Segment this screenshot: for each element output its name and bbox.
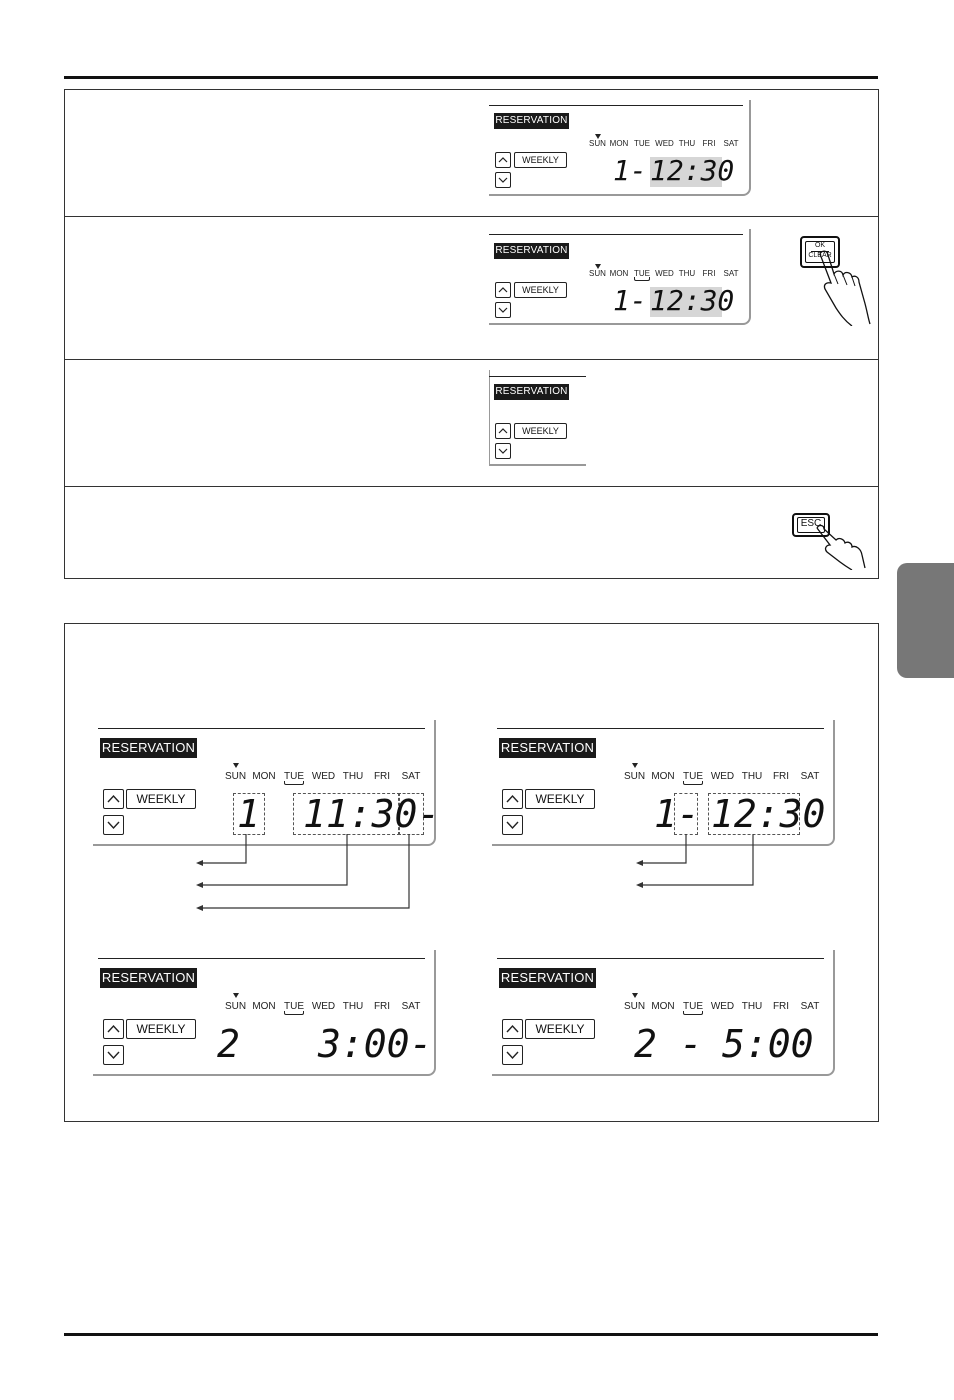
lcd-example-4 xyxy=(492,950,835,1076)
lcd-left-digits: 1- xyxy=(613,284,647,317)
step-row-4 xyxy=(65,487,878,578)
lcd-panel-step3 xyxy=(489,370,589,467)
up-arrow-button[interactable] xyxy=(502,789,523,809)
day-sun: SUN xyxy=(224,1001,247,1012)
day-sun: SUN xyxy=(623,771,646,782)
lcd-left-digits: 1- xyxy=(654,792,700,836)
day-fri: FRI xyxy=(702,269,716,278)
lcd-panel-step2 xyxy=(489,229,751,325)
chevron-up-icon xyxy=(496,283,510,297)
chevron-down-icon xyxy=(496,173,510,187)
weekly-button[interactable]: WEEKLY xyxy=(514,423,567,439)
bottom-rule xyxy=(64,1333,878,1336)
weekly-button[interactable]: WEEKLY xyxy=(126,789,196,809)
down-arrow-button[interactable] xyxy=(495,302,511,318)
chevron-down-icon xyxy=(104,1046,123,1064)
chevron-up-icon xyxy=(104,790,123,808)
day-fri: FRI xyxy=(772,771,790,782)
lcd-example-2 xyxy=(492,720,835,846)
reservation-label: RESERVATION xyxy=(100,968,197,988)
step-row-3 xyxy=(65,360,878,487)
day-thu: THU xyxy=(678,139,696,148)
day-mon: MON xyxy=(651,771,675,782)
day-mon: MON xyxy=(252,1001,276,1012)
day-fri: FRI xyxy=(702,139,716,148)
day-thu: THU xyxy=(342,771,364,782)
up-arrow-button[interactable] xyxy=(103,1019,124,1039)
chevron-up-icon xyxy=(104,1020,123,1038)
lcd-left-digits: 1- xyxy=(613,154,647,187)
day-sat: SAT xyxy=(401,1001,421,1012)
day-thu: THU xyxy=(678,269,696,278)
day-sat: SAT xyxy=(723,269,739,278)
step-row-2 xyxy=(65,217,878,360)
lcd-time-digits: 12:30 xyxy=(711,792,826,836)
day-tue-marked: TUE xyxy=(280,771,308,782)
day-sat: SAT xyxy=(723,139,739,148)
day-mon: MON xyxy=(651,1001,675,1012)
weekday-row xyxy=(223,1001,425,1012)
day-fri: FRI xyxy=(772,1001,790,1012)
day-sun: SUN xyxy=(224,771,247,782)
day-mon: MON xyxy=(609,139,629,148)
lcd-time-digits: 12:30 xyxy=(650,154,735,187)
chevron-down-icon xyxy=(503,816,522,834)
day-tue-marked: TUE xyxy=(280,1001,308,1012)
lcd-time-digits: 11:30- xyxy=(303,792,441,836)
up-arrow-button[interactable] xyxy=(495,423,511,439)
weekday-row xyxy=(588,139,742,148)
lcd-panel-step1 xyxy=(489,100,751,196)
esc-press-illustration xyxy=(790,510,870,570)
weekly-button[interactable]: WEEKLY xyxy=(525,1019,595,1039)
step-row-1 xyxy=(65,90,878,217)
day-sat: SAT xyxy=(401,771,421,782)
weekly-button[interactable]: WEEKLY xyxy=(126,1019,196,1039)
weekly-button[interactable]: WEEKLY xyxy=(514,282,567,298)
reservation-label: RESERVATION xyxy=(499,738,596,758)
weekly-button[interactable]: WEEKLY xyxy=(525,789,595,809)
day-thu: THU xyxy=(741,1001,763,1012)
lcd-example-3 xyxy=(93,950,436,1076)
section-side-tab xyxy=(897,563,954,678)
reservation-label: RESERVATION xyxy=(100,738,197,758)
day-wed: WED xyxy=(311,1001,336,1012)
day-pointer-icon xyxy=(233,993,239,998)
day-sat: SAT xyxy=(800,1001,820,1012)
day-wed: WED xyxy=(710,771,735,782)
weekday-row xyxy=(223,771,425,782)
chevron-up-icon xyxy=(496,424,510,438)
lcd-time-digits: 12:30 xyxy=(650,284,735,317)
callout-arrows-example-2 xyxy=(630,834,770,894)
up-arrow-button[interactable] xyxy=(502,1019,523,1039)
day-tue-marked: TUE xyxy=(679,1001,707,1012)
weekly-button[interactable]: WEEKLY xyxy=(514,152,567,168)
day-thu: THU xyxy=(741,771,763,782)
clear-label: CLEAR xyxy=(808,252,832,259)
day-thu: THU xyxy=(342,1001,364,1012)
reservation-label: RESERVATION xyxy=(494,384,569,400)
down-arrow-button[interactable] xyxy=(103,1045,124,1065)
day-fri: FRI xyxy=(373,771,391,782)
chevron-down-icon xyxy=(104,816,123,834)
day-mon: MON xyxy=(252,771,276,782)
up-arrow-button[interactable] xyxy=(103,789,124,809)
day-sat: SAT xyxy=(800,771,820,782)
day-sun: SUN xyxy=(589,139,606,148)
day-pointer-icon xyxy=(632,993,638,998)
day-wed: WED xyxy=(655,139,674,148)
lcd-example-1 xyxy=(93,720,441,846)
weekday-row xyxy=(588,269,742,278)
down-arrow-button[interactable] xyxy=(495,443,511,459)
callout-arrows-example-1 xyxy=(190,834,420,914)
esc-label: ESC xyxy=(800,518,822,529)
day-fri: FRI xyxy=(373,1001,391,1012)
pressing-hand-icon xyxy=(798,234,874,326)
lcd-left-digits: 2 - xyxy=(634,1022,703,1066)
day-tue: TUE xyxy=(634,139,650,148)
down-arrow-button[interactable] xyxy=(502,1045,523,1065)
chevron-down-icon xyxy=(503,1046,522,1064)
lcd-left-digits: 2 xyxy=(217,1022,240,1066)
ok-clear-press-illustration xyxy=(798,234,874,326)
day-pointer-icon xyxy=(632,763,638,768)
reservation-label: RESERVATION xyxy=(499,968,596,988)
day-tue-marked: TUE xyxy=(679,771,707,782)
day-mon: MON xyxy=(609,269,629,278)
down-arrow-button[interactable] xyxy=(103,815,124,835)
weekday-row xyxy=(622,771,824,782)
reservation-label: RESERVATION xyxy=(494,113,569,129)
pressing-hand-icon xyxy=(790,510,870,570)
day-wed: WED xyxy=(655,269,674,278)
chevron-up-icon xyxy=(496,153,510,167)
lcd-time-digits: 3:00- xyxy=(318,1022,433,1066)
day-pointer-icon xyxy=(233,763,239,768)
day-wed: WED xyxy=(311,771,336,782)
reservation-label: RESERVATION xyxy=(494,243,569,259)
chevron-up-icon xyxy=(503,1020,522,1038)
weekday-row xyxy=(622,1001,824,1012)
ok-label: OK xyxy=(814,242,826,249)
lcd-left-digits: 1 xyxy=(237,792,260,836)
down-arrow-button[interactable] xyxy=(502,815,523,835)
down-arrow-button[interactable] xyxy=(495,172,511,188)
chevron-up-icon xyxy=(503,790,522,808)
day-sun: SUN xyxy=(623,1001,646,1012)
top-rule xyxy=(64,76,878,79)
day-sun: SUN xyxy=(589,269,606,278)
up-arrow-button[interactable] xyxy=(495,282,511,298)
chevron-down-icon xyxy=(496,303,510,317)
chevron-down-icon xyxy=(496,444,510,458)
step-table xyxy=(64,89,879,579)
day-tue-marked: TUE xyxy=(631,269,653,278)
day-wed: WED xyxy=(710,1001,735,1012)
lcd-time-digits: 5:00 xyxy=(722,1022,814,1066)
up-arrow-button[interactable] xyxy=(495,152,511,168)
